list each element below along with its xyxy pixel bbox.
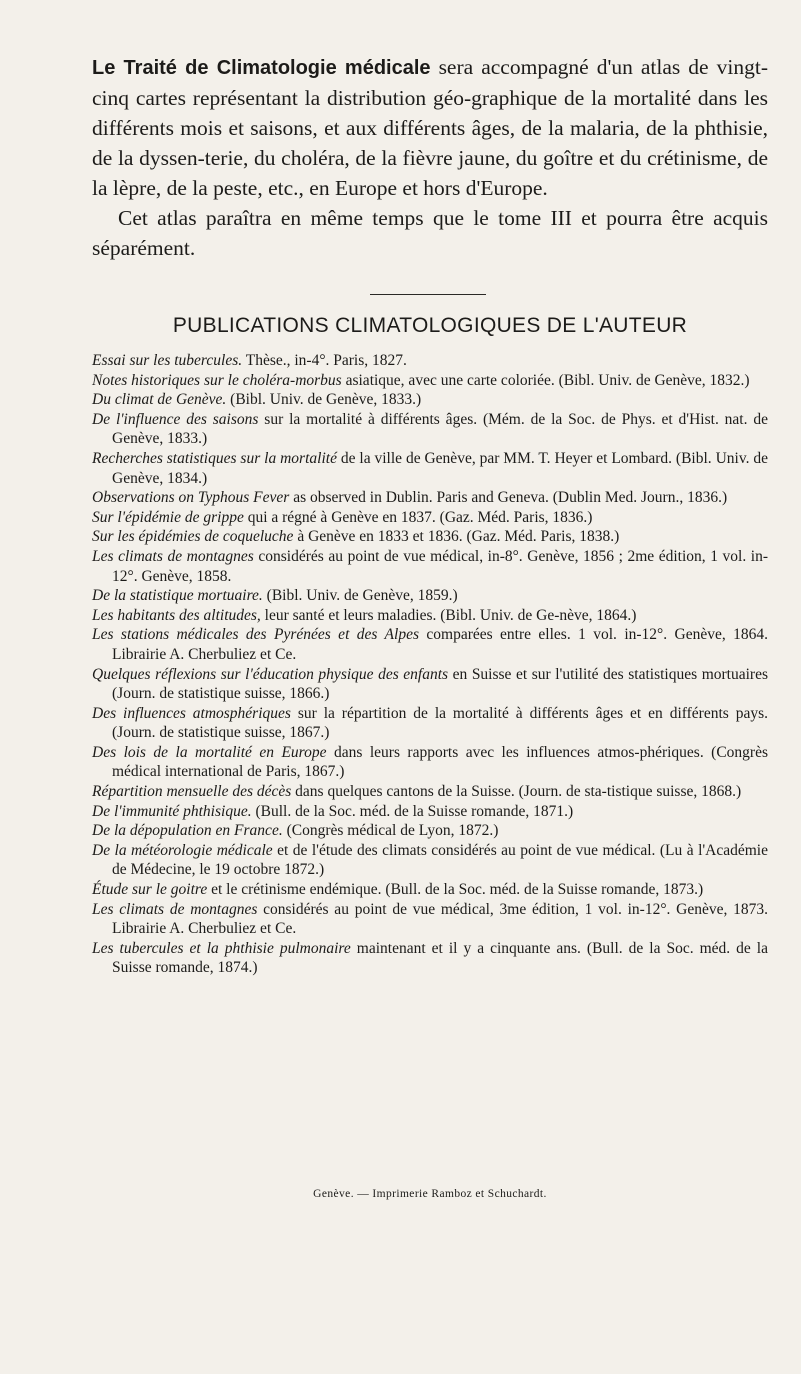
printer-imprint: Genève. — Imprimerie Ramboz et Schuchardt. [313,1188,547,1200]
publication-entry [92,939,768,978]
publication-details: sur la répartition de la mortalité à différents âges et en différents pays. (Journ. de statistique suisse, 1867.) [112,704,768,742]
publication-details: de la ville de Genève, par MM. T. Heyer et Lombard. (Bibl. Univ. de Genève, 1834.) [112,449,768,487]
publication-title: Sur les épidémies de coqueluche [92,528,294,546]
publication-entry [92,821,768,841]
publication-entry [92,782,768,802]
publication-entry [92,606,768,626]
publication-title: Les habitants des altitudes, [92,606,261,624]
publication-title: Les climats de montagnes [92,900,258,918]
publication-title: Notes historiques sur le choléra-morbus [92,371,342,389]
publication-details: dans leurs rapports avec les influences atmos-phériques. (Congrès médical international de Paris, 1867.) [112,743,769,781]
publication-title: Les stations médicales des Pyrénées et des Alpes [92,626,419,644]
publication-entry [92,390,768,410]
publication-details: comparées entre elles. 1 vol. in-12°. Genève, 1864. Librairie A. Cherbuliez et Ce. [112,626,768,663]
publication-title: De la météorologie médicale [92,841,273,859]
publication-entry [92,665,768,704]
publication-title: Essai sur les tubercules. [92,352,243,369]
publication-details: asiatique, avec une carte coloriée. (Bibl. Univ. de Genève, 1832.) [341,371,750,389]
publication-entry [92,704,768,743]
publication-title: De la dépopulation en France. [92,822,283,840]
publication-title: De l'influence des saisons [92,410,259,428]
publication-details: (Congrès médical de Lyon, 1872.) [282,822,499,840]
publication-entry [92,371,768,391]
publication-details: et de l'étude des climats considérés au point de vue médical. (Lu à l'Académie de Médecine, le 19 octobre 1872.) [112,841,768,879]
publication-title: Recherches statistiques sur la mortalité [92,449,337,467]
publication-entry [92,449,768,488]
announcement-paragraph-1 [92,52,768,203]
publication-title: De la statistique mortuaire. [92,587,263,605]
treatise-title: Le Traité de Climatologie médicale [92,57,431,79]
publication-details: maintenant et il y a cinquante ans. (Bull. de la Soc. méd. de la Suisse romande, 1874.) [112,939,768,977]
publication-details: (Bibl. Univ. de Genève, 1859.) [262,587,458,605]
publication-entry [92,880,768,900]
publication-details: leur santé et leurs maladies. (Bibl. Univ. de Ge-nève, 1864.) [260,606,637,624]
publication-entry [92,527,768,547]
publication-entry [92,547,768,586]
publication-title: Étude sur le goitre [92,881,208,899]
publication-title: Sur l'épidémie de grippe [92,508,244,526]
section-divider [370,294,486,295]
publication-entry [92,841,768,880]
publication-details: as observed in Dublin. Paris and Geneva. (Dublin Med. Journ., 1836.) [289,489,728,507]
publication-details: sur la mortalité à différents âges. (Mém. de la Soc. de Phys. et d'Hist. nat. de Genève, 1833.) [112,410,768,448]
publication-title: Observations on Typhous Fever [92,489,290,507]
publication-title: Quelques réflexions sur l'éducation physique des enfants [92,665,449,683]
publication-entry [92,625,768,664]
publication-title: Du climat de Genève. [92,391,227,409]
publication-title: Les tubercules et la phthisie pulmonaire [92,939,351,957]
publication-details: (Bibl. Univ. de Genève, 1833.) [226,391,422,409]
publication-title: Les climats de montagnes [92,547,254,565]
announcement-text: sera accompagné d'un atlas de vingt-cinq cartes représentant la distribution géo-graphique de la mortalité dans les différents mois et saisons, et aux différents âges, de la malaria, de la phthisie, de la dyssen-terie, du choléra, de la fièvre jaune, du goître et du crétinisme, de la lèpre, de la peste, etc., en Europe et hors d'Europe. [92,55,768,200]
publication-title: De l'immunité phthisique. [92,802,252,820]
publication-details: considérés au point de vue médical, in-8°. Genève, 1856 ; 2me édition, 1 vol. in-12°. Genève, 1858. [112,547,768,585]
publication-details: qui a régné à Genève en 1837. (Gaz. Méd. Paris, 1836.) [243,508,593,526]
publication-title: Des influences atmosphériques [92,704,291,722]
publication-entry [92,351,768,371]
publication-details: à Genève en 1833 et 1836. (Gaz. Méd. Paris, 1838.) [293,528,620,546]
publication-entry [92,743,768,782]
publication-title: Des lois de la mortalité en Europe [92,743,327,761]
publication-entry [92,488,768,508]
publication-title: Répartition mensuelle des décès [92,783,292,801]
publications-heading: PUBLICATIONS CLIMATOLOGIQUES DE L'AUTEUR [172,314,688,337]
publication-entry [92,900,768,939]
publication-entry [92,802,768,822]
publication-details: et le crétinisme endémique. (Bull. de la Soc. méd. de la Suisse romande, 1873.) [207,881,704,899]
publication-entry [92,508,768,528]
publications-list [92,351,768,978]
publication-details: considérés au point de vue médical, 3me édition, 1 vol. in-12°. Genève, 1873. Librairie A. Cherbuliez et Ce. [112,900,768,938]
publication-details: en Suisse et sur l'utilité des statistiques mortuaires (Journ. de statistique suisse, 1866.) [112,665,768,703]
publication-details: (Bull. de la Soc. méd. de la Suisse romande, 1871.) [251,802,574,820]
publication-details: dans quelques cantons de la Suisse. (Journ. de sta-tistique suisse, 1868.) [291,783,742,801]
publication-entry [92,586,768,606]
atlas-announcement [92,52,768,263]
publication-entry [92,410,768,449]
publication-details: Thèse., in-4°. Paris, 1827. [242,352,407,369]
announcement-paragraph-2: Cet atlas paraîtra en même temps que le tome III et pourra être acquis séparément. [92,206,768,260]
